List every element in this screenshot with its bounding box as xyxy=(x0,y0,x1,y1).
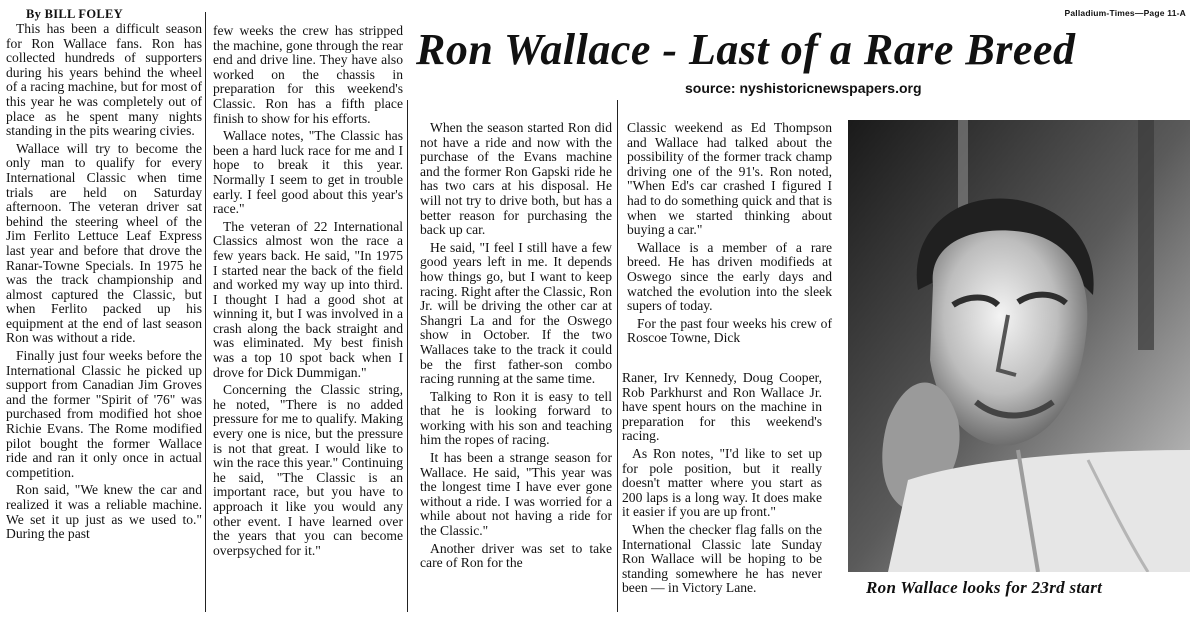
paragraph: This has been a difficult season for Ron Wallace fans. Ron has collected hundreds of supporters during his years behind the wheel of a racing machine, but for most of this year he was completely out of place as he spent many nights standing in the pits wearing civies. xyxy=(6,21,202,139)
article-column-1 xyxy=(6,22,202,545)
paragraph: The veteran of 22 International Classics almost won the race a few years back. He said, "In 1975 I started near the back of the field and worked my way up into third. I thought I had a good shot at winning it, but I was involved in a crash along the back straight and was eliminated. My best finish was a top 10 spot back when I drove for Dick Dummigan." xyxy=(213,218,403,380)
byline: By BILL FOLEY xyxy=(26,7,123,21)
paragraph: Finally just four weeks before the International Classic he picked up support from Canadian Jim Groves and the former "Spirit of '76" was purchased from modified hot shoe Richie Evans. The Rome modified pilot bought the former Wallace ride and ran it only once in actual competition. xyxy=(6,348,202,480)
column-rule xyxy=(205,12,206,612)
portrait-photo-illustration xyxy=(848,120,1190,572)
paragraph: Wallace notes, "The Classic has been a hard luck race for me and I hope to break it this year. Normally I seem to get in trouble early. I feel good about this year's race." xyxy=(213,128,403,217)
paragraph: Talking to Ron it is easy to tell that he is looking forward to working with his son and teaching him the ropes of racing. xyxy=(420,388,612,448)
paragraph: When the checker flag falls on the International Classic late Sunday Ron Wallace will be hoping to be standing somewhere he has never been — in Victory Lane. xyxy=(622,521,822,596)
paragraph: When the season started Ron did not have a ride and now with the purchase of the Evans machine and the former Ron Gapski ride he has two cars at his disposal. He will not try to drive both, but has a better reason for purchasing the back up car. xyxy=(420,120,612,238)
portrait-photo xyxy=(848,120,1190,572)
paragraph: Wallace will try to become the only man to qualify for every International Classic when time trials are held on Saturday afternoon. The veteran driver sat behind the steering wheel of the Jim Ferlito Lettuce Leaf Express last year and before that drove the Ranar-Towne Specials. In 1975 he was the track championship and almost captured the Classic, but when Ferlito packed up his equipment at the end of last season Ron was without a ride. xyxy=(6,140,202,346)
column-rule xyxy=(407,100,408,612)
paragraph: Classic weekend as Ed Thompson and Wallace had talked about the possibility of the former track champ driving one of the 91's. Ron noted, "When Ed's car crashed I figured I had to do something quick and that is when we started thinking about buying a car." xyxy=(627,120,832,238)
paragraph: Another driver was set to take care of Ron for the xyxy=(420,540,612,571)
source-note: source: nyshistoricnewspapers.org xyxy=(685,80,922,96)
paragraph: Raner, Irv Kennedy, Doug Cooper, Rob Parkhurst and Ron Wallace Jr. have spent hours on the machine in preparation for this weekend's racing. xyxy=(622,370,822,444)
article-column-4-bottom xyxy=(622,371,822,599)
article-column-3 xyxy=(420,121,612,574)
article-column-2 xyxy=(213,24,403,561)
paragraph: For the past four weeks his crew of Roscoe Towne, Dick xyxy=(627,315,832,346)
paragraph: As Ron notes, "I'd like to set up for pole position, but it really doesn't matter where you start as 200 laps is a long way. It does make it easier if you are up front." xyxy=(622,445,822,520)
article-column-4-top xyxy=(627,121,832,349)
paragraph: Concerning the Classic string, he noted, "There is no added pressure for me to qualify. Making every one is nice, but the pressure is not that great. I would like to win the race this year." Continuing he said, "The Classic is an important race, but you have to approach it like you would any other event. I have learned over the years that you can become overpsyched for it." xyxy=(213,382,403,558)
page-header: Palladium-Times—Page 11-A xyxy=(1064,8,1186,18)
column-rule xyxy=(617,100,618,612)
photo-caption: Ron Wallace looks for 23rd start xyxy=(866,578,1103,597)
paragraph: Ron said, "We knew the car and realized it was a reliable machine. We set it up just as we used to." During the past xyxy=(6,482,202,542)
paragraph: He said, "I feel I still have a few good years left in me. It depends how things go, but I want to keep racing. Right after the Classic, Ron Jr. will be driving the other car at Shangri La and for the Oswego show in October. If the two Wallaces take to the track it could be the first father-son combo racing running at the same time. xyxy=(420,239,612,387)
paragraph: Wallace is a member of a rare breed. He has driven modifieds at Oswego since the early days and watched the evolution into the sleek supers of today. xyxy=(627,239,832,314)
headline: Ron Wallace - Last of a Rare Breed xyxy=(416,25,1076,74)
paragraph: few weeks the crew has stripped the machine, gone through the rear end and drive line. They have also worked on the chassis in preparation for this weekend's Classic. Ron has a fifth place finish to show for his efforts. xyxy=(213,23,403,126)
paragraph: It has been a strange season for Wallace. He said, "This year was the longest time I have ever gone without a ride. I was worried for a while about not having a ride for the Classic." xyxy=(420,450,612,539)
